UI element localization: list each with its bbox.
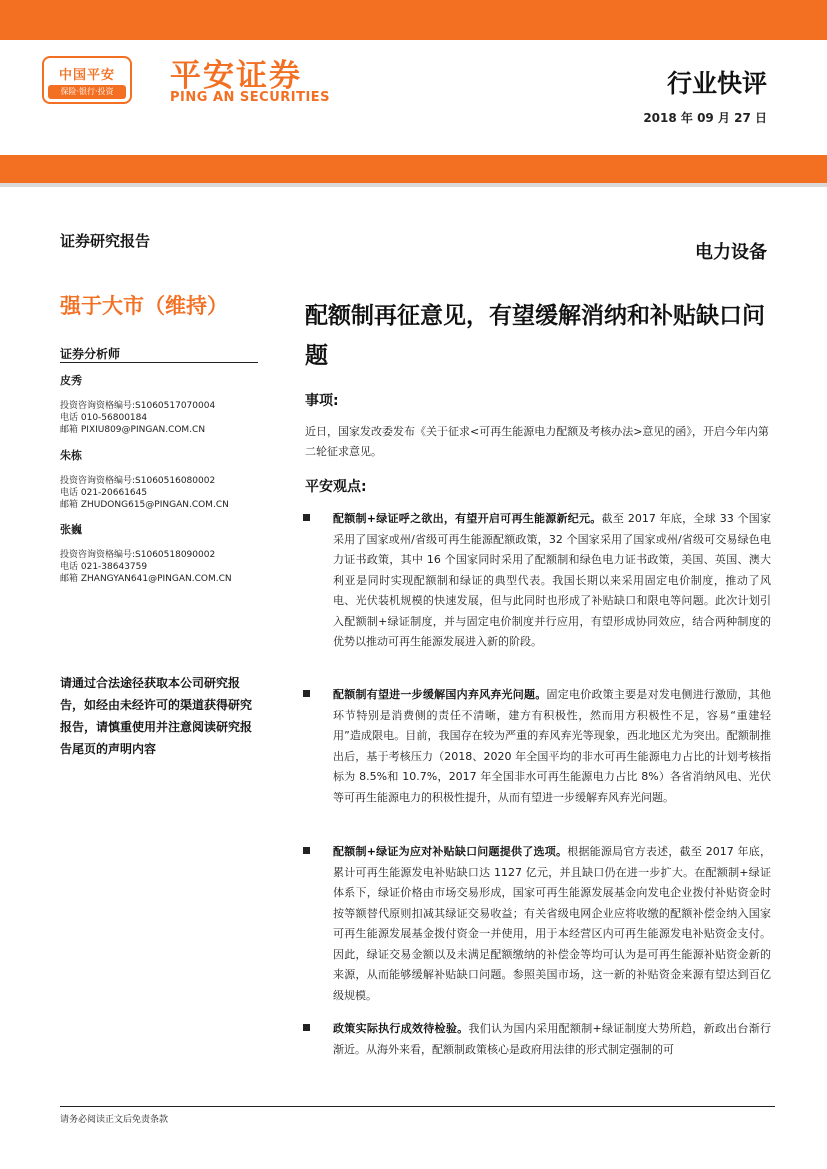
china-pingan-logo-text: 中国平安	[58, 68, 115, 83]
analyst-card	[60, 521, 260, 585]
bullet-text	[333, 685, 771, 808]
analyst-divider	[60, 362, 258, 363]
analyst-email: 邮箱 ZHUDONG615@PINGAN.COM.CN	[60, 500, 229, 510]
analyst-heading: 证券分析师	[60, 347, 121, 361]
bullet-text	[333, 509, 771, 653]
bullet-lead: 配额制+绿证为应对补贴缺口问题提供了选项。	[333, 845, 568, 858]
header-top-band	[0, 0, 827, 40]
analyst-name: 朱栋	[60, 449, 82, 462]
bullet-lead: 配额制+绿证呼之欲出，有望开启可再生能源新纪元。	[333, 512, 602, 525]
analyst-name: 皮秀	[60, 374, 82, 387]
section-label: 证券研究报告	[60, 232, 151, 250]
analyst-email: 邮箱 ZHANGYAN641@PINGAN.COM.CN	[60, 574, 232, 584]
bullet-lead: 配额制有望进一步缓解国内弃风弃光问题。	[333, 688, 547, 701]
pingan-securities-logo-en: PING AN SECURITIES	[170, 90, 331, 105]
analyst-tel: 电话 021-38643759	[60, 562, 148, 572]
analyst-email: 邮箱 PIXIU809@PINGAN.COM.CN	[60, 425, 206, 435]
bullet-square-icon	[303, 690, 310, 697]
bullet-square-icon	[303, 847, 310, 854]
pingan-securities-logo: 平安证券	[170, 58, 302, 94]
event-heading: 事项:	[305, 393, 339, 409]
china-pingan-logo	[42, 56, 132, 104]
event-body: 近日，国家发改委发布《关于征求<可再生能源电力配额及考核办法>意见的函》，开启今年内第二轮征求意见。	[305, 425, 769, 458]
bullet-square-icon	[303, 1024, 310, 1031]
bullet-body: 截至 2017 年底，全球 33 个国家采用了国家或州/省级可再生能源配额政策，32 个国家采用了国家或州/省级可交易绿色电力证书政策，其中 16 个国家同时采用了配额制和绿色电力证书政策，美国、英国、澳大利亚是同时实现配额制和绿证的典型代表。我国长期以来采用固定电价制度，推动了风电、光伏装机规模的快速发展，但与此同时也形成了补贴缺口和限电等问题。此次计划引入配额制+绿证制度，并与固定电价制度并行应用，有望形成协同效应，结合两种制度的优势以推动可再生能源发展进入新的阶段。	[333, 512, 771, 648]
footer-disclaimer: 请务必阅读正文后免责条款	[60, 1115, 169, 1125]
analyst-card	[60, 447, 260, 511]
bullet-text	[333, 842, 771, 1006]
rating: 强于大市（维持）	[60, 294, 228, 318]
bullet-body: 我们认为国内采用配额制+绿证制度大势所趋，新政出台渐行渐近。从海外来看，配额制政策核心是政府用法律的形式制定强制的可	[333, 1022, 771, 1056]
analyst-tel: 电话 021-20661645	[60, 488, 148, 498]
analyst-cert: 投资咨询资格编号:S1060517070004	[60, 401, 216, 411]
bullet-square-icon	[303, 514, 310, 521]
view-heading: 平安观点:	[305, 479, 367, 495]
china-pingan-logo-subtitle: 保险·银行·投资	[60, 87, 114, 96]
header-grey-band	[0, 183, 827, 187]
report-type: 行业快评	[666, 69, 767, 98]
analyst-cert: 投资咨询资格编号:S1060518090002	[60, 550, 216, 560]
analyst-card	[60, 372, 260, 436]
sector-label: 电力设备	[695, 242, 767, 263]
report-date: 2018 年 09 月 27 日	[643, 111, 767, 125]
bullet-body: 固定电价政策主要是对发电侧进行激励，其他环节特别是消费侧的责任不清晰，建方有积极性，然而用方积极性不足，容易“重建轻用”造成限电。目前，我国存在较为严重的弃风弃光等现象，西北地区尤为突出。配额制推出后，基于考核压力（2018、2020 年全国平均的非水可再生能源电力占比的计划考核指标为 8.5%和 10.7%，2017 年全国非水可再生能源电力占比 8%）各省消纳风电、光伏等可再生能源电力的积极性提升，从而有望进一步缓解弃风弃光问题。	[333, 688, 771, 804]
disclaimer: 请通过合法途径获取本公司研究报告，如经由未经许可的渠道获得研究报告，请慎重使用并注意阅读研究报告尾页的声明内容	[60, 676, 253, 756]
report-title: 配额制再征意见，有望缓解消纳和补贴缺口问题	[305, 303, 765, 369]
bullet-text	[333, 1019, 771, 1060]
footer-divider	[60, 1106, 775, 1107]
bullet-lead: 政策实际执行成效待检验。	[333, 1022, 469, 1035]
china-pingan-logo-strip	[48, 85, 126, 99]
analyst-cert: 投资咨询资格编号:S1060516080002	[60, 476, 216, 486]
bullet-body: 根据能源局官方表述，截至 2017 年底，累计可再生能源发电补贴缺口达 1127 亿元，并且缺口仍在进一步扩大。在配额制+绿证体系下，绿证价格由市场交易形成，国家可再生能源发展基金向发电企业拨付补贴资金时按等额替代原则扣减其绿证交易收益；有关省级电网企业应将收缴的配额补偿金纳入国家可再生能源发展基金拨付资金一并使用，用于本经营区内可再生能源发电补贴资金支付。因此，绿证交易金额以及未满足配额缴纳的补偿金等均可认为是可再生能源补贴资金新的来源，从而能够缓解补贴缺口问题。参照美国市场，这一新的补贴资金来源有望达到百亿级规模。	[333, 845, 771, 1002]
header-orange-band	[0, 155, 827, 183]
analyst-name: 张巍	[60, 523, 82, 536]
analyst-tel: 电话 010-56800184	[60, 413, 148, 423]
